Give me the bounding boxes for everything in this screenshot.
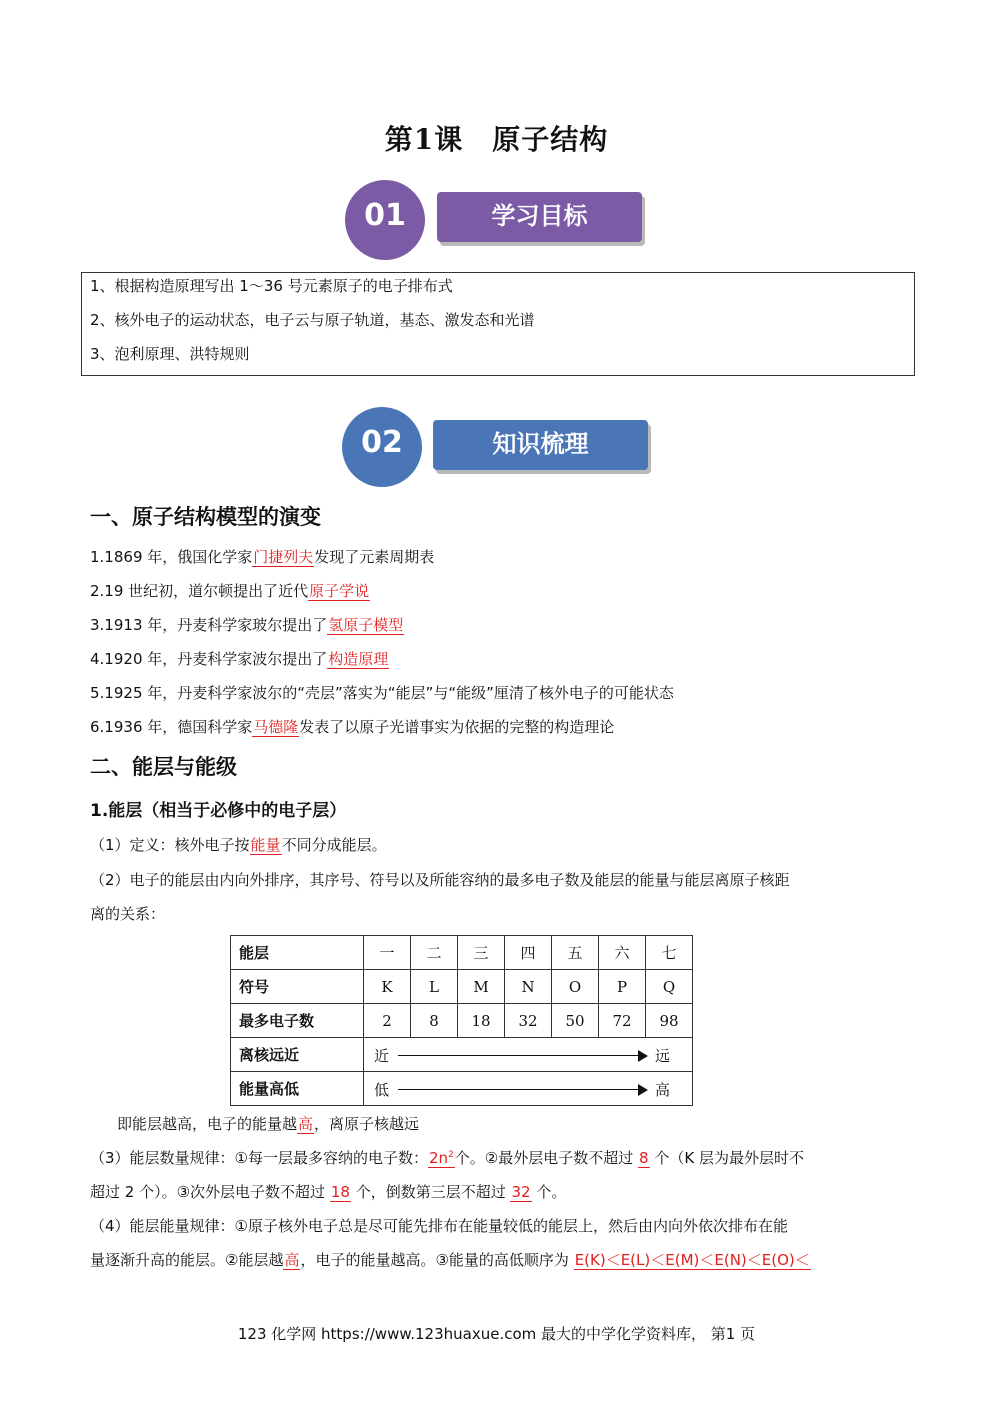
row-header: 最多电子数 [231,1004,364,1038]
table-cell: 五 [552,936,599,970]
row-header: 能层 [231,936,364,970]
badge-01-label: 学习目标 [437,192,642,242]
arrow-right-icon [638,1084,648,1096]
goal-item: 3、泡利原理、洪特规则 [90,345,250,363]
answer-blank: $2n^2$ [429,1149,454,1167]
table-row [231,1072,693,1106]
table-cell: 三 [458,936,505,970]
answer-blank: 高 [298,1115,314,1133]
answer-blank: 马德隆 [253,718,299,736]
row-header: 离核远近 [231,1038,364,1072]
table-cell: 32 [505,1004,552,1038]
energy-arrow-cell [364,1072,693,1106]
table-cell: 二 [411,936,458,970]
table-cell: 2 [364,1004,411,1038]
subsection-heading: 1.能层（相当于必修中的电子层） [90,801,347,821]
energy-level-table [230,935,693,1106]
history-item: 3.1913 年，丹麦科学家玻尔提出了氢原子模型 [90,616,404,634]
badge-01-number: 01 [364,198,406,233]
answer-blank: 8 [639,1149,649,1167]
history-item: 5.1925 年，丹麦科学家波尔的“壳层”落实为“能层”与“能级”厘清了核外电子的可能状态 [90,684,674,702]
table-row [231,936,693,970]
table-cell: M [458,970,505,1004]
answer-blank: 18 [330,1183,350,1201]
rule3-line2: 超过 2 个）。③次外层电子数不超过 18 个，倒数第三层不超过 32 个。 [90,1183,567,1201]
arrow-start-label: 近 [374,1047,390,1065]
answer-blank: E(K)＜E(L)＜E(M)＜E(N)＜E(O)＜ [574,1251,810,1269]
table-cell: P [599,970,646,1004]
page-title: 第1课 原子结构 [384,123,609,156]
table-cell: 50 [552,1004,599,1038]
table-row [231,1004,693,1038]
table-cell: O [552,970,599,1004]
badge-02-label: 知识梳理 [433,420,648,470]
arrow-start-label: 低 [374,1081,390,1099]
answer-blank: 原子学说 [309,582,370,600]
answer-blank: 门捷列夫 [253,548,314,566]
arrow-end-label: 高 [654,1081,670,1099]
table-cell: 8 [411,1004,458,1038]
answer-blank: 构造原理 [328,650,389,668]
section1-heading: 一、原子结构模型的演变 [90,505,321,529]
arrow-end-label: 远 [654,1047,670,1065]
arrow-right-icon [638,1050,648,1062]
arrow-line [398,1055,646,1056]
distance-arrow-cell [364,1038,693,1072]
rule4-line2: 量逐渐升高的能层。②能层越高，电子的能量越高。③能量的高低顺序为 E(K)＜E(L)＜E(M)＜E(N)＜E(O)＜ [90,1251,810,1269]
history-item: 2.19 世纪初，道尔顿提出了近代原子学说 [90,582,370,600]
definition-line: （1）定义：核外电子按能量不同分成能层。 [90,836,387,854]
table-cell: Q [646,970,693,1004]
table-cell: K [364,970,411,1004]
arrow-line [398,1089,646,1090]
answer-blank: 氢原子模型 [328,616,404,634]
table-cell: L [411,970,458,1004]
table-cell: 四 [505,936,552,970]
answer-blank: 32 [511,1183,531,1201]
table-cell: 七 [646,936,693,970]
table-cell: 98 [646,1004,693,1038]
summary-line: 即能层越高，电子的能量越高，离原子核越远 [117,1115,420,1133]
rule4-line1: （4）能层能量规律：①原子核外电子总是尽可能先排布在能量较低的能层上，然后由内向外依次排布在能 [90,1217,788,1235]
goal-item: 1、根据构造原理写出 1～36 号元素原子的电子排布式 [90,277,453,295]
table-cell: 72 [599,1004,646,1038]
table-cell: 六 [599,936,646,970]
relation-line: 离的关系： [90,905,166,923]
relation-line: （2）电子的能层由内向外排序，其序号、符号以及所能容纳的最多电子数及能层的能量与能层离原子核距 [90,871,790,889]
table-row [231,1038,693,1072]
rule3-line1: （3）能层数量规律：①每一层最多容纳的电子数：$2n^2$个。②最外层电子数不超过 8 个（K 层为最外层时不 [90,1149,804,1167]
section2-heading: 二、能层与能级 [90,755,237,779]
history-item: 4.1920 年，丹麦科学家波尔提出了构造原理 [90,650,389,668]
answer-blank: 高 [284,1251,300,1269]
table-row [231,970,693,1004]
goal-item: 2、核外电子的运动状态，电子云与原子轨道，基态、激发态和光谱 [90,311,535,329]
history-item: 1.1869 年，俄国化学家门捷列夫发现了元素周期表 [90,548,435,566]
history-item: 6.1936 年，德国科学家马德隆发表了以原子光谱事实为依据的完整的构造理论 [90,718,615,736]
row-header: 符号 [231,970,364,1004]
badge-02-number: 02 [361,425,403,460]
page-footer: 123 化学网 https://www.123huaxue.com 最大的中学化学资料库， 第1 页 [237,1325,756,1343]
table-cell: 一 [364,936,411,970]
answer-blank: 能量 [250,836,281,854]
table-cell: N [505,970,552,1004]
table-cell: 18 [458,1004,505,1038]
row-header: 能量高低 [231,1072,364,1106]
